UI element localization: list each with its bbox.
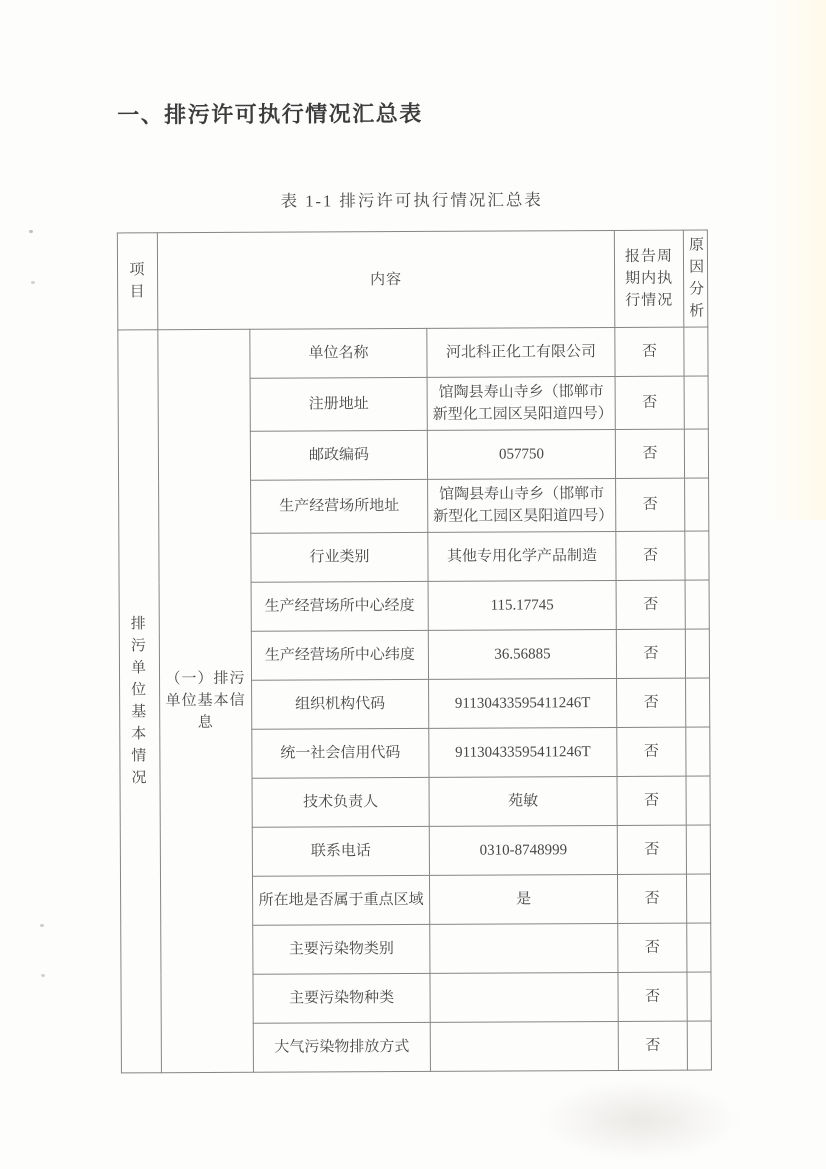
cell-execution: 否 [617,678,686,727]
cell-reason [686,727,710,776]
cell-execution: 否 [618,1021,687,1070]
header-cell-execution: 报告周期内执行情况 [614,230,683,327]
cell-reason [686,776,710,825]
cell-reason [684,376,708,429]
cell-value: 057750 [427,430,615,480]
cell-label: 注册地址 [250,377,427,431]
cell-value [430,973,618,1023]
cell-label: 主要污染物种类 [253,973,430,1023]
cell-label: 行业类别 [251,532,428,582]
cell-value: 0310-8748999 [429,826,617,876]
cell-reason [686,825,710,874]
cell-label: 技术负责人 [252,777,429,827]
cell-reason [684,327,708,376]
cell-label: 联系电话 [252,826,429,876]
header-cell-content: 内容 [157,231,614,330]
cell-execution: 否 [616,531,685,580]
cell-execution: 否 [618,874,687,923]
cell-reason [687,972,711,1021]
cell-execution: 否 [615,327,684,376]
cell-execution: 否 [616,478,685,531]
cell-reason [685,629,709,678]
cell-label: 所在地是否属于重点区域 [252,875,429,925]
cell-label: 大气污染物排放方式 [253,1022,430,1072]
cell-value: 91130433595411246T [429,728,617,778]
cell-label: 邮政编码 [250,430,427,480]
cell-label: 主要污染物类别 [253,924,430,974]
cell-execution: 否 [616,629,685,678]
cell-reason [685,478,709,531]
cell-label: 生产经营场所地址 [251,479,428,533]
cell-value: 91130433595411246T [429,679,617,729]
cell-label: 统一社会信用代码 [252,728,429,778]
cell-label: 生产经营场所中心纬度 [251,630,428,680]
cell-value: 馆陶县寿山寺乡（邯郸市新型化工园区吴阳道四号） [427,377,615,431]
cell-value [430,1022,618,1072]
cell-value: 河北科正化工有限公司 [427,328,615,378]
cell-execution: 否 [618,972,687,1021]
cell-reason [685,580,709,629]
cell-label: 生产经营场所中心经度 [251,581,428,631]
cell-label: 单位名称 [250,328,427,378]
cell-reason [684,429,708,478]
cell-value: 115.17745 [428,581,616,631]
cell-reason [687,1021,711,1070]
header-cell-item: 项目 [117,233,157,330]
group-cell-item: 排污单位基本情况 [118,330,162,1073]
cell-value: 是 [429,875,617,925]
section-heading: 一、排污许可执行情况汇总表 [117,100,423,128]
table-header-row [117,230,707,330]
cell-value: 苑敏 [429,777,617,827]
cell-execution: 否 [617,727,686,776]
cell-reason [686,678,710,727]
cell-value [430,924,618,974]
cell-reason [687,874,711,923]
cell-label: 组织机构代码 [252,679,429,729]
cell-reason [685,531,709,580]
group-cell-subsection: （一）排污单位基本信息 [158,329,254,1072]
cell-value: 馆陶县寿山寺乡（邯郸市新型化工园区昊阳道四号） [428,479,616,533]
cell-value: 其他专用化学产品制造 [428,532,616,582]
table-row [118,327,708,379]
cell-execution: 否 [616,580,685,629]
cell-execution: 否 [617,825,686,874]
cell-execution: 否 [617,776,686,825]
permit-summary-table [117,230,712,1074]
table-body [118,327,712,1073]
cell-value: 36.56885 [428,630,616,680]
cell-execution: 否 [615,376,684,429]
header-cell-reason: 原因分析 [683,230,707,327]
cell-reason [687,923,711,972]
table-header-body [117,230,707,330]
cell-execution: 否 [618,923,687,972]
cell-execution: 否 [615,429,684,478]
table-caption: 表 1-1 排污许可执行情况汇总表 [280,190,543,211]
